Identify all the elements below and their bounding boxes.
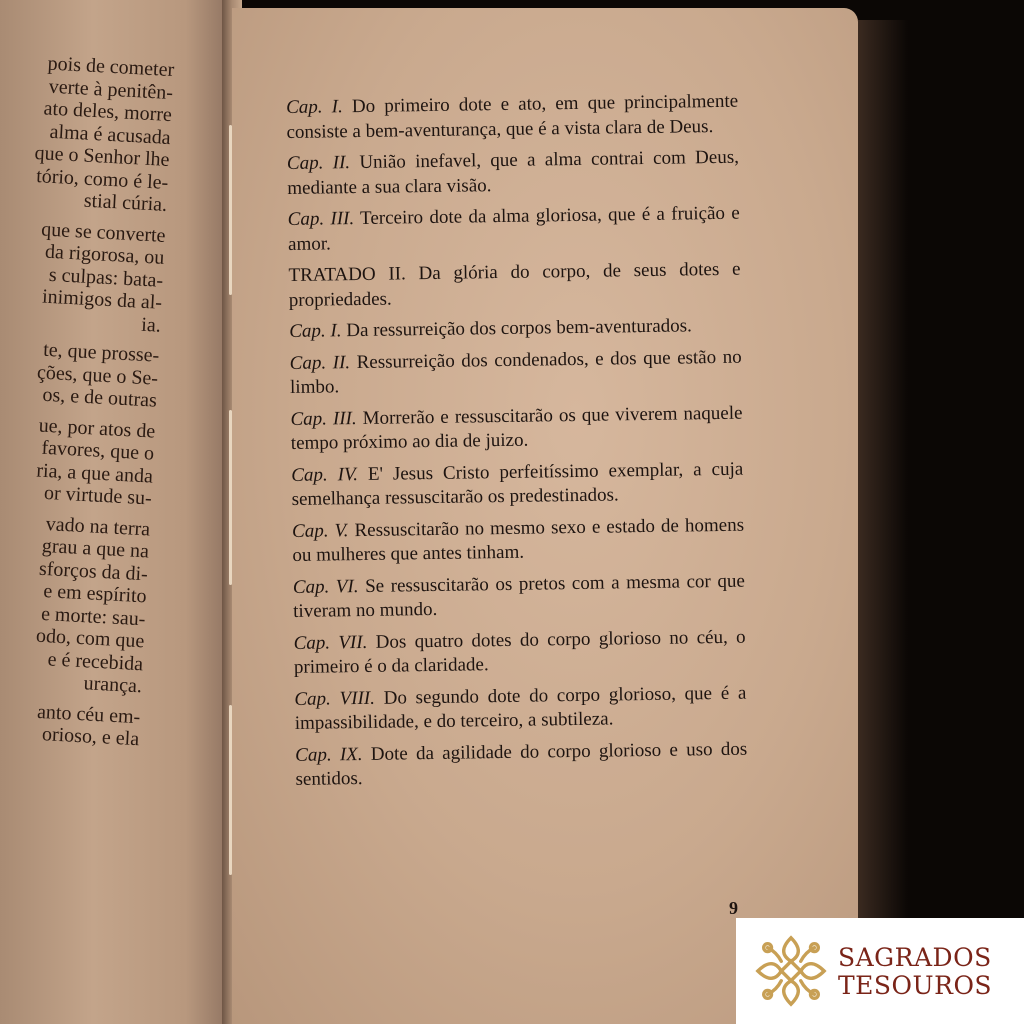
chapter-title: Do segundo dote do corpo glorioso, que é a impassibilidade, e do terceiro, a subtileza. xyxy=(294,682,747,734)
watermark-logo xyxy=(736,918,1024,1024)
left-page-line: inimigos da al- xyxy=(41,285,163,314)
chapter-label: Cap. V. xyxy=(291,519,349,542)
left-page-text xyxy=(0,50,175,751)
chapter-title: Se ressuscitarão os pretos com a mesma cor que tiveram no mundo. xyxy=(293,570,745,622)
left-page-line: os, e de outras xyxy=(42,383,158,412)
left-page-line: stial cúria. xyxy=(83,189,168,216)
chapter-title: Da ressurreição dos corpos bem-aventurados. xyxy=(341,315,692,342)
chapter-title: TRATADO II. Da glória do corpo, de seus dotes e propriedades. xyxy=(288,258,741,311)
toc-entry xyxy=(291,457,744,512)
toc-entry xyxy=(293,569,746,624)
left-page-line: ia. xyxy=(140,313,162,337)
left-page-line: verte à penitên- xyxy=(48,75,174,104)
left-page-line: pois de cometer xyxy=(47,52,175,82)
chapter-title: Do primeiro dote e ato, em que principalmente consiste a bem-aventurança, que é a vista clara de Deus. xyxy=(286,90,739,143)
chapter-label: Cap. II. xyxy=(289,351,351,374)
toc-entry xyxy=(288,202,741,257)
left-page-line: odo, com que xyxy=(35,624,145,653)
chapter-label: Cap. VII. xyxy=(293,631,368,654)
left-page-line: e em espírito xyxy=(42,580,148,608)
left-page-line: tório, como é le- xyxy=(35,164,169,194)
left-page-line: da rigorosa, ou xyxy=(44,240,165,269)
left-page-line: orioso, e ela xyxy=(41,723,140,751)
chapter-label: Cap. VIII. xyxy=(294,687,376,710)
toc-entry xyxy=(295,737,748,792)
left-page-line: urança. xyxy=(83,672,143,698)
left-page-line: or virtude su- xyxy=(43,481,153,510)
left-page-line: ue, por atos de xyxy=(38,414,156,443)
chapter-title: Ressuscitarão no mesmo sexo e estado de homens ou mulheres que antes tinham. xyxy=(292,514,745,566)
toc-entry xyxy=(290,401,743,456)
left-page-line: favores, que o xyxy=(40,436,155,465)
left-page-line: vado na terra xyxy=(45,512,151,540)
chapter-title: Ressurreição dos condenados, e dos que estão no limbo. xyxy=(289,346,742,398)
ornament-icon xyxy=(752,932,830,1010)
toc-entry xyxy=(293,625,746,680)
chapter-label: Cap. II. xyxy=(286,152,351,174)
left-page xyxy=(0,0,232,1024)
toc-entry xyxy=(286,90,739,145)
left-page-line: que o Senhor lhe xyxy=(34,141,171,172)
chapter-title: Terceiro dote da alma gloriosa, que é a fruição e amor. xyxy=(287,202,740,255)
chapter-label: Cap. I. xyxy=(286,96,343,118)
left-page-line: ria, a que anda xyxy=(35,458,154,488)
chapter-title: Dote da agilidade do corpo glorioso e uso dos sentidos. xyxy=(295,738,748,790)
toc-entry xyxy=(292,513,745,568)
chapter-label: Cap. IX. xyxy=(295,743,363,766)
watermark-text xyxy=(838,944,992,1000)
page-edge-shadow xyxy=(858,20,908,920)
page-number: 9 xyxy=(729,898,738,918)
chapter-title: Morrerão e ressuscitarão os que viverem naquele tempo próximo ao dia de juizo. xyxy=(290,402,743,454)
left-page-line: sforços da di- xyxy=(38,557,149,585)
left-page-line: ato deles, morre xyxy=(43,97,173,127)
chapter-label: Cap. III. xyxy=(290,407,357,430)
table-of-contents xyxy=(286,90,748,800)
chapter-title: Dos quatro dotes do corpo glorioso no céu, o primeiro é o da claridade. xyxy=(293,626,746,678)
toc-entry xyxy=(287,146,740,201)
toc-entry xyxy=(290,345,743,400)
watermark-line-1: SAGRADOS xyxy=(838,943,992,972)
left-page-line: grau a que na xyxy=(41,534,150,563)
chapter-label: Cap. I. xyxy=(289,320,342,342)
toc-entry xyxy=(289,314,741,345)
left-page-line: te, que prosse- xyxy=(42,338,160,367)
toc-entry xyxy=(288,258,741,313)
chapter-label: Cap. IV. xyxy=(291,463,359,486)
left-page-line: que se converte xyxy=(40,217,167,247)
chapter-title: E' Jesus Cristo perfeitíssimo exemplar, a cuja semelhança ressuscitarão os predestinados. xyxy=(291,458,744,510)
watermark-line-2: TESOUROS xyxy=(838,971,993,1000)
left-page-line: e morte: sau- xyxy=(40,602,147,630)
left-page-line: alma é acusada xyxy=(49,120,172,149)
left-page-line: s culpas: bata- xyxy=(48,263,164,292)
chapter-label: Cap. VI. xyxy=(292,575,359,598)
toc-entry xyxy=(294,681,747,736)
left-page-line: ções, que o Se- xyxy=(36,360,159,390)
chapter-title: União inefavel, que a alma contrai com Deus, mediante a sua clara visão. xyxy=(287,146,740,199)
left-page-line: e é recebida xyxy=(47,647,144,675)
left-page-line: anto céu em- xyxy=(36,700,141,728)
chapter-label: Cap. III. xyxy=(287,208,355,230)
